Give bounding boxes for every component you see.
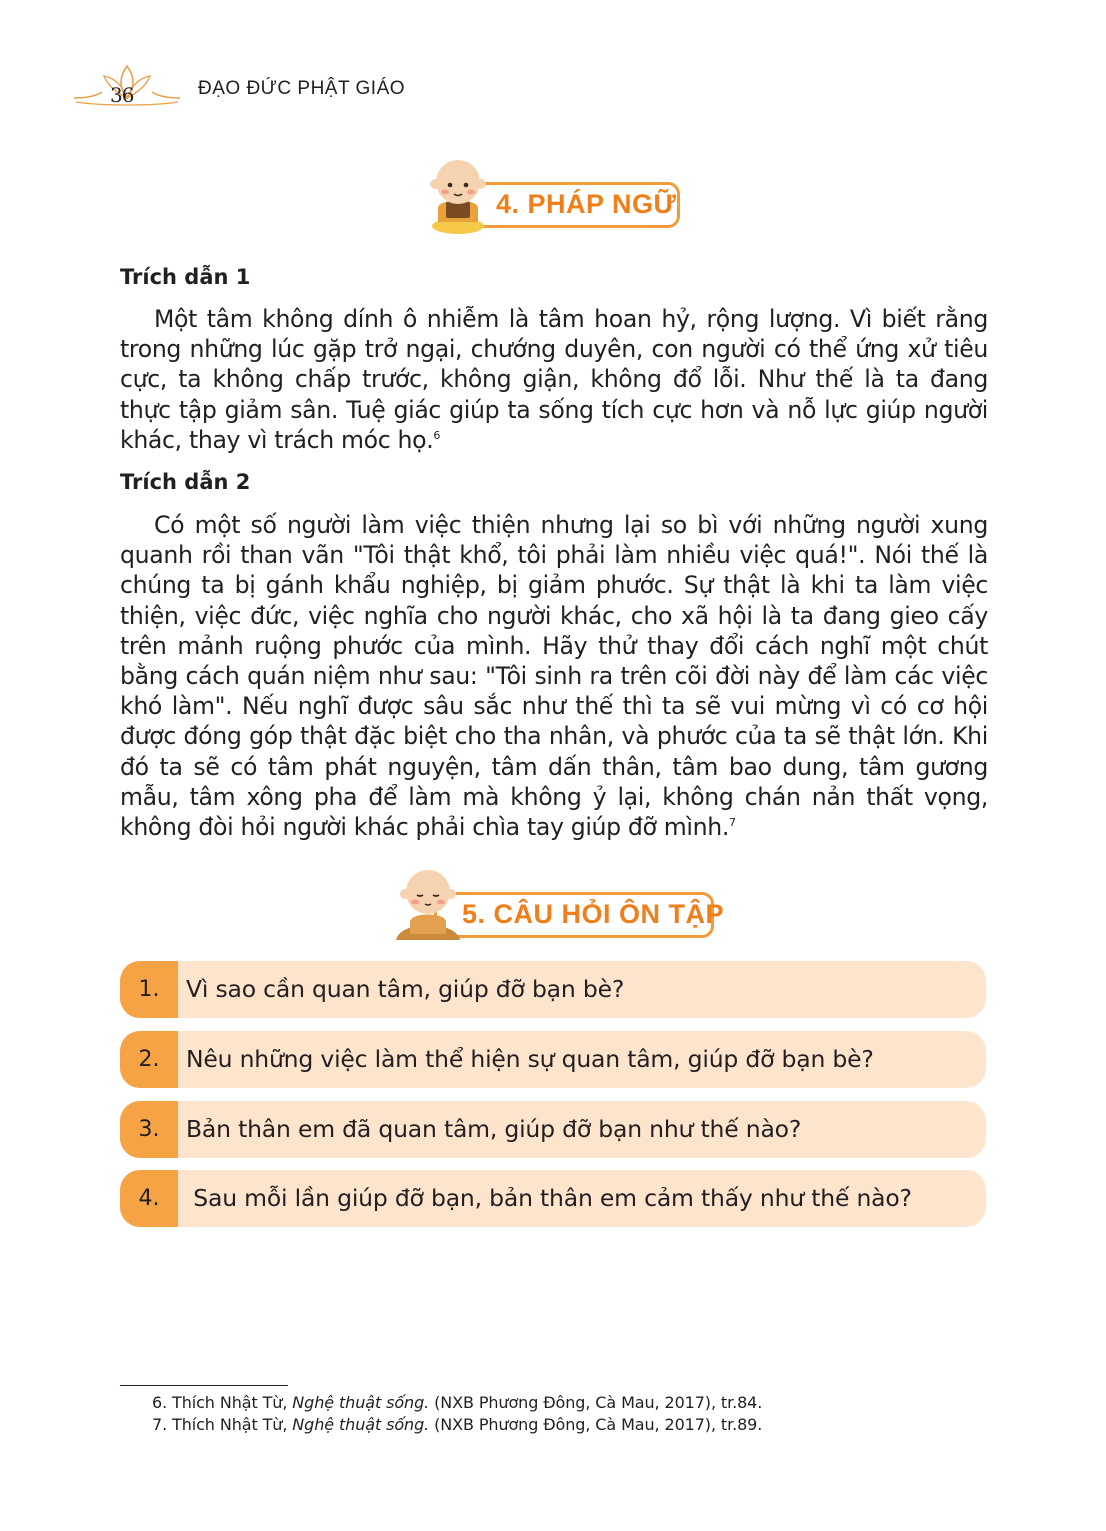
question-item-1 [120, 961, 986, 1018]
footnote-7 [152, 1415, 762, 1434]
section-4-title: 4. PHÁP NGỮ [496, 189, 677, 219]
footnote-ref-7[interactable]: 7 [728, 816, 736, 830]
section-5-title: 5. CÂU HỎI ÔN TẬP [462, 899, 725, 929]
section-4-banner [420, 176, 690, 236]
footnote-ref-6[interactable]: 6 [433, 428, 441, 442]
footnote-7-title: Nghệ thuật sống. [292, 1415, 430, 1434]
page-number: 36 [110, 83, 134, 107]
footnote-6 [152, 1393, 762, 1412]
question-item-4 [120, 1170, 986, 1227]
footnote-6-publisher: (NXB Phương Đông, Cà Mau, 2017), tr.84. [429, 1393, 763, 1412]
footnote-7-publisher: (NXB Phương Đông, Cà Mau, 2017), tr.89. [429, 1415, 763, 1434]
question-item-2 [120, 1031, 986, 1088]
question-number: 2. [120, 1031, 178, 1088]
footnote-6-author: 6. Thích Nhật Từ, [152, 1393, 293, 1412]
section-5-banner [390, 886, 725, 946]
question-number: 1. [120, 961, 178, 1018]
question-text: Bản thân em đã quan tâm, giúp đỡ bạn như thế nào? [186, 1115, 802, 1143]
question-number: 4. [120, 1170, 178, 1227]
monk-meditating-icon [390, 860, 466, 944]
footnote-7-author: 7. Thích Nhật Từ, [152, 1415, 293, 1434]
quote-1-heading: Trích dẫn 1 [120, 265, 251, 289]
page-header [72, 62, 406, 112]
quote-2-heading: Trích dẫn 2 [120, 470, 251, 494]
question-text: Sau mỗi lần giúp đỡ bạn, bản thân em cảm thấy như thế nào? [186, 1184, 912, 1212]
quote-1-text [120, 304, 988, 455]
monk-reading-icon [420, 152, 496, 236]
quote-2-text [120, 510, 988, 842]
question-item-3 [120, 1101, 986, 1158]
question-number: 3. [120, 1101, 178, 1158]
book-title: ĐẠO ĐỨC PHẬT GIÁO [198, 78, 406, 99]
question-text: Nêu những việc làm thể hiện sự quan tâm, giúp đỡ bạn bè? [186, 1045, 874, 1073]
footnote-divider [120, 1385, 288, 1386]
footnote-6-title: Nghệ thuật sống. [292, 1393, 430, 1412]
quote-2-body: Có một số người làm việc thiện nhưng lại so bì với những người xung quanh rồi than vãn "Tôi thật khổ, tôi phải làm nhiều việc quá!". Nói thế là chúng ta bị gánh khẩu nghiệp, bị giảm phước. Sự thật là khi ta làm việc thiện, việc đức, việc nghĩa cho người khác, cho xã hội là ta đang gieo cấy trên mảnh ruộng phước của mình. Hãy thử thay đổi cách nghĩ một chút bằng cách quán niệm như sau: "Tôi sinh ra trên cõi đời này để làm các việc khó làm". Nếu nghĩ được sâu sắc như thế thì ta sẽ vui mừng vì có cơ hội được đóng góp thật đặc biệt cho tha nhân, và phước của ta sẽ thật lớn. Khi đó ta sẽ có tâm phát nguyện, tâm dấn thân, tâm bao dung, tâm gương mẫu, tâm xông pha để làm mà không ỷ lại, không chán nản thất vọng, không đòi hỏi người khác phải chìa tay giúp đỡ mình. [120, 511, 988, 842]
quote-1-body: Một tâm không dính ô nhiễm là tâm hoan hỷ, rộng lượng. Vì biết rằng trong những lúc gặp trở ngại, chướng duyên, con người có thể ứng xử tiêu cực, ta không chấp trước, không giận, không đổ lỗi. Như thế là ta đang thực tập giảm sân. Tuệ giác giúp ta sống tích cực hơn và nỗ lực giúp người khác, thay vì trách móc họ. [120, 305, 988, 454]
question-text: Vì sao cần quan tâm, giúp đỡ bạn bè? [186, 975, 625, 1003]
